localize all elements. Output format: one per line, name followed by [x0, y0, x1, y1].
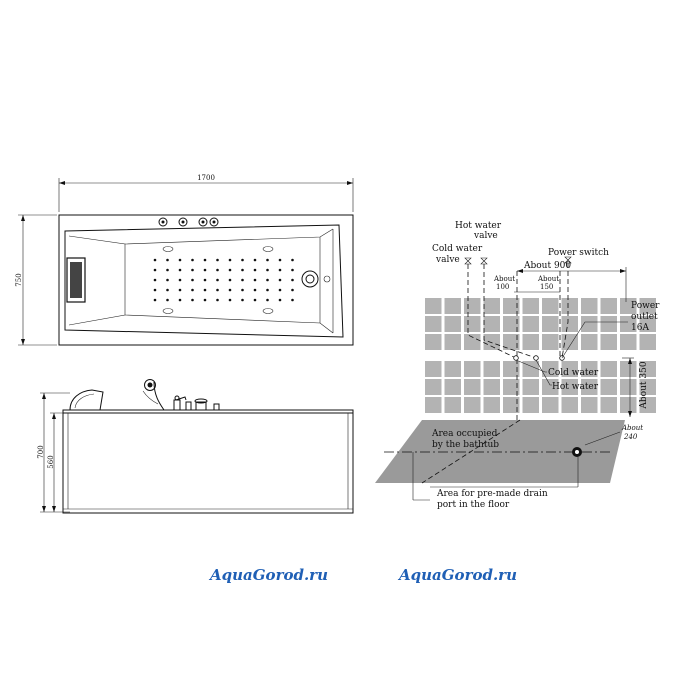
area-drain-label: Area for pre-made drain port in the floor — [437, 489, 548, 510]
wall-tile — [425, 298, 442, 314]
jet-dot — [229, 269, 232, 272]
jet-dot — [204, 269, 207, 272]
jet-dot — [166, 259, 169, 262]
wall-tile — [464, 298, 481, 314]
jet-dot — [216, 259, 219, 262]
hot-water-valve-label: Hot water valve — [455, 221, 502, 241]
wall-tile — [445, 361, 462, 377]
about-900-label: About 900 — [524, 261, 572, 271]
wall-tile — [464, 316, 481, 332]
power-switch-label: Power switch — [548, 248, 609, 258]
wall-tile — [562, 316, 579, 332]
jet-dot — [241, 289, 244, 292]
wall-tile — [425, 361, 442, 377]
jet-dot — [241, 269, 244, 272]
jet-dot — [229, 289, 232, 292]
wall-tile — [464, 334, 481, 350]
jet-dot — [241, 299, 244, 302]
wall-tile — [562, 397, 579, 413]
jet-dot — [166, 289, 169, 292]
wall-tile — [620, 334, 637, 350]
plan-width-label: 750 — [15, 273, 23, 287]
jet-dot — [254, 279, 257, 282]
jet-dot — [241, 259, 244, 262]
wall-tile — [484, 334, 501, 350]
power-outlet-label: Power outlet 16A — [631, 301, 660, 333]
wall-tile — [523, 397, 540, 413]
jet-dot — [154, 279, 157, 282]
wall-tiles — [425, 298, 656, 413]
wall-tile — [542, 316, 559, 332]
jet-dot — [266, 279, 269, 282]
jet-dot — [204, 259, 207, 262]
jet-dot — [241, 279, 244, 282]
plan-view — [15, 174, 353, 345]
wall-tile — [601, 316, 618, 332]
jet-dot — [216, 269, 219, 272]
wall-tile — [562, 298, 579, 314]
side-view — [37, 380, 353, 514]
jet-dot — [266, 299, 269, 302]
wall-tile — [620, 379, 637, 395]
wall-tile — [523, 379, 540, 395]
wall-tile — [425, 397, 442, 413]
wall-tile — [601, 379, 618, 395]
watermark-left: AquaGorod.ru — [210, 566, 328, 584]
jet-dot — [166, 269, 169, 272]
jet-dot — [204, 299, 207, 302]
wall-tile — [581, 334, 598, 350]
wall-tile — [445, 316, 462, 332]
jet-dot — [179, 279, 182, 282]
wall-tile — [464, 379, 481, 395]
jet-dot — [279, 279, 282, 282]
side-faucets — [174, 396, 219, 410]
wall-tile — [601, 397, 618, 413]
jet-dot — [266, 269, 269, 272]
wall-tile — [445, 298, 462, 314]
jet-dot — [179, 299, 182, 302]
jet-dot — [216, 299, 219, 302]
jet-dot — [279, 259, 282, 262]
wall-tile — [464, 361, 481, 377]
jet-dot — [154, 269, 157, 272]
air-jet-dots — [154, 259, 294, 302]
cold-water-valve-label: Cold water valve — [432, 244, 483, 265]
wall-tile — [620, 397, 637, 413]
watermark-right: AquaGorod.ru — [399, 566, 517, 584]
wall-tile — [542, 397, 559, 413]
installation-diagram — [375, 221, 660, 510]
plan-controls — [159, 218, 218, 226]
jet-dot — [179, 289, 182, 292]
jet-dot — [229, 259, 232, 262]
wall-tile — [464, 397, 481, 413]
jet-dot — [254, 269, 257, 272]
wall-tile — [523, 316, 540, 332]
jet-dot — [154, 299, 157, 302]
jet-dot — [216, 289, 219, 292]
jet-dot — [279, 299, 282, 302]
jet-dot — [216, 279, 219, 282]
wall-tile — [484, 298, 501, 314]
wall-tile — [484, 397, 501, 413]
wall-tile — [445, 379, 462, 395]
about-240-label: About 240 — [622, 424, 644, 441]
jet-dot — [291, 279, 294, 282]
wall-tile — [581, 298, 598, 314]
jet-dot — [254, 259, 257, 262]
wall-tile — [484, 316, 501, 332]
wall-tile — [445, 334, 462, 350]
cold-water-label: Cold water — [548, 368, 599, 378]
wall-tile — [640, 334, 657, 350]
hot-water-label: Hot water — [552, 382, 599, 392]
wall-tile — [425, 334, 442, 350]
jet-dot — [179, 259, 182, 262]
jet-dot — [254, 299, 257, 302]
plan-length-label: 1700 — [197, 174, 215, 182]
wall-tile — [581, 397, 598, 413]
floor-area — [375, 420, 625, 483]
wall-tile — [542, 334, 559, 350]
jet-dot — [266, 289, 269, 292]
jet-dot — [191, 269, 194, 272]
area-bathtub-label: Area occupied by the bathtub — [432, 429, 500, 450]
wall-tile — [484, 379, 501, 395]
jet-dot — [166, 279, 169, 282]
jet-dot — [154, 259, 157, 262]
jet-dot — [166, 299, 169, 302]
jet-dot — [191, 279, 194, 282]
hand-shower-icon — [143, 380, 164, 411]
jet-dot — [191, 259, 194, 262]
jet-dot — [229, 299, 232, 302]
jet-dot — [191, 299, 194, 302]
side-height-total: 700 — [37, 445, 45, 459]
wall-tile — [445, 397, 462, 413]
side-height-body: 560 — [47, 455, 55, 469]
jet-dot — [204, 289, 207, 292]
wall-tile — [523, 298, 540, 314]
jet-dot — [229, 279, 232, 282]
wall-tile — [425, 316, 442, 332]
wall-tile — [484, 361, 501, 377]
jet-dot — [279, 269, 282, 272]
wall-tile — [425, 379, 442, 395]
jet-dot — [279, 289, 282, 292]
jet-dot — [179, 269, 182, 272]
jet-dot — [154, 289, 157, 292]
jet-dot — [191, 289, 194, 292]
jet-dot — [254, 289, 257, 292]
jet-dot — [266, 259, 269, 262]
about-100-label: About 100 — [494, 275, 516, 291]
wall-tile — [523, 334, 540, 350]
jet-dot — [291, 289, 294, 292]
jet-dot — [291, 259, 294, 262]
wall-tile — [542, 298, 559, 314]
jet-dot — [204, 279, 207, 282]
wall-tile — [601, 361, 618, 377]
jet-dot — [291, 299, 294, 302]
wall-tile — [601, 298, 618, 314]
about-350-label: About 350 — [639, 361, 649, 409]
jet-dot — [291, 269, 294, 272]
wall-tile — [601, 334, 618, 350]
about-150-label: About 150 — [538, 275, 560, 291]
